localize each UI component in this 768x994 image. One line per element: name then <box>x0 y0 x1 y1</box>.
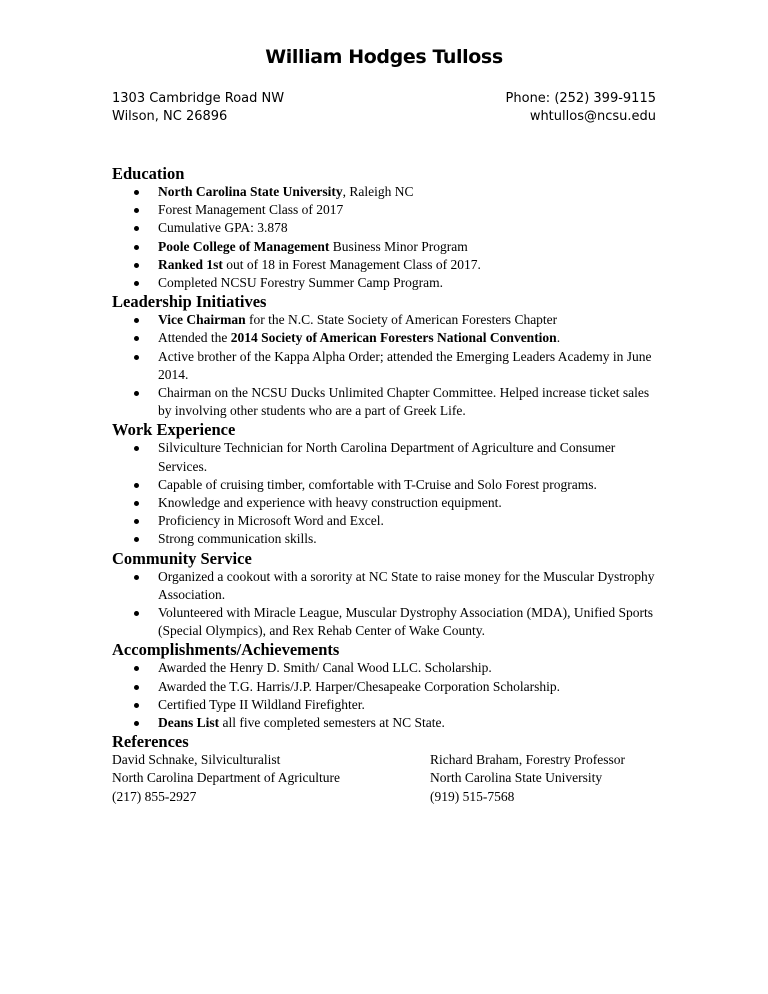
bullet-icon <box>134 190 139 195</box>
list-item <box>112 696 660 714</box>
address-block <box>112 90 284 126</box>
bold-text: Deans List <box>158 715 220 731</box>
item-text: for the N.C. State Society of American Foresters Chapter <box>245 312 558 328</box>
bullet-icon <box>134 721 139 726</box>
bullet-icon <box>134 575 139 580</box>
reference-left <box>112 751 412 806</box>
item-text: Completed NCSU Forestry Summer Camp Program. <box>158 275 443 291</box>
education-list <box>112 183 660 292</box>
reference-right <box>430 751 660 806</box>
item-text: Silviculture Technician for North Carolina Department of Agriculture and Consumer Services. <box>158 440 616 474</box>
bullet-icon <box>134 263 139 268</box>
resume-name: William Hodges Tulloss <box>265 46 503 68</box>
item-text: Capable of cruising timber, comfortable with T-Cruise and Solo Forest programs. <box>158 476 597 492</box>
list-item <box>112 659 660 677</box>
bold-text: Ranked 1st <box>158 256 223 272</box>
contact-block <box>506 90 656 126</box>
community-list <box>112 568 660 641</box>
item-text: Strong communication skills. <box>158 531 317 547</box>
bullet-icon <box>134 685 139 690</box>
bullet-icon <box>134 501 139 506</box>
leadership-heading: Leadership Initiatives <box>112 292 267 312</box>
item-text: Cumulative GPA: 3.878 <box>158 220 288 236</box>
item-text: . <box>556 330 561 346</box>
bullet-icon <box>134 281 139 286</box>
item-text: Certified Type II Wildland Firefighter. <box>158 696 365 712</box>
bullet-icon <box>134 611 139 616</box>
item-text: Forest Management Class of 2017 <box>158 202 344 218</box>
list-item <box>112 476 660 494</box>
item-text: Proficiency in Microsoft Word and Excel. <box>158 513 384 529</box>
list-item <box>112 604 660 640</box>
resume-body <box>112 164 660 806</box>
list-item <box>112 384 660 420</box>
item-text: Knowledge and experience with heavy construction equipment. <box>158 495 502 511</box>
list-item <box>112 238 660 256</box>
bullet-icon <box>134 446 139 451</box>
list-item <box>112 274 660 292</box>
bold-text: North Carolina State University <box>158 184 343 199</box>
bullet-icon <box>134 391 139 396</box>
accomplishments-heading: Accomplishments/Achievements <box>112 640 340 660</box>
education-heading: Education <box>112 164 185 183</box>
reference-name: David Schnake, Silviculturalist <box>112 752 281 768</box>
references-block <box>112 751 660 806</box>
item-text: Organized a cookout with a sorority at NC State to raise money for the Muscular Dystrophy Association. <box>158 568 655 602</box>
item-text: Awarded the Henry D. Smith/ Canal Wood LLC. Scholarship. <box>158 660 492 676</box>
list-item <box>112 329 660 347</box>
list-item <box>112 678 660 696</box>
community-heading: Community Service <box>112 548 252 568</box>
reference-name: Richard Braham, Forestry Professor <box>430 752 625 768</box>
list-item <box>112 714 660 732</box>
leadership-list <box>112 311 660 420</box>
bullet-icon <box>134 483 139 488</box>
accomplishments-list <box>112 659 660 732</box>
references-heading: References <box>112 732 189 752</box>
list-item <box>112 183 660 201</box>
list-item <box>112 439 660 475</box>
address-line-1: 1303 Cambridge Road NW <box>112 91 285 106</box>
list-item <box>112 494 660 512</box>
bullet-icon <box>134 703 139 708</box>
list-item <box>112 530 660 548</box>
item-text: all five completed semesters at NC State. <box>219 715 445 731</box>
work-heading: Work Experience <box>112 420 236 440</box>
item-text: Business Minor Program <box>329 238 468 254</box>
phone-number: Phone: (252) 399-9115 <box>505 91 656 106</box>
bold-text: Vice Chairman <box>158 312 246 328</box>
email-address: whtullos@ncsu.edu <box>529 109 656 124</box>
item-text: , Raleigh NC <box>342 184 414 199</box>
work-list <box>112 439 660 548</box>
item-text: Chairman on the NCSU Ducks Unlimited Chapter Committee. Helped increase ticket sales by involving other students who are a part of Greek Life. <box>158 385 650 419</box>
item-prefix: Attended the <box>158 330 231 346</box>
reference-org: North Carolina State University <box>430 770 603 786</box>
list-item <box>112 201 660 219</box>
bullet-icon <box>134 666 139 671</box>
bullet-icon <box>134 519 139 524</box>
list-item <box>112 311 660 329</box>
address-line-2: Wilson, NC 26896 <box>112 109 228 124</box>
item-text: out of 18 in Forest Management Class of 2017. <box>222 256 481 272</box>
bullet-icon <box>134 208 139 213</box>
item-text: Volunteered with Miracle League, Muscular Dystrophy Association (MDA), Unified Sports (Special Olympics), and Rex Rehab Center of Wake County. <box>158 605 654 639</box>
bold-text: Poole College of Management <box>158 238 330 254</box>
bullet-icon <box>134 226 139 231</box>
item-text: Awarded the T.G. Harris/J.P. Harper/Chesapeake Corporation Scholarship. <box>158 678 561 694</box>
list-item <box>112 256 660 274</box>
bullet-icon <box>134 537 139 542</box>
list-item <box>112 348 660 384</box>
bold-text: 2014 Society of American Foresters National Convention <box>230 330 557 346</box>
reference-phone: (919) 515-7568 <box>430 788 515 804</box>
reference-org: North Carolina Department of Agriculture <box>112 770 340 786</box>
bullet-icon <box>134 245 139 250</box>
list-item <box>112 568 660 604</box>
list-item <box>112 512 660 530</box>
bullet-icon <box>134 355 139 360</box>
list-item <box>112 219 660 237</box>
bullet-icon <box>134 318 139 323</box>
reference-phone: (217) 855-2927 <box>112 788 197 804</box>
bullet-icon <box>134 336 139 341</box>
item-text: Active brother of the Kappa Alpha Order; attended the Emerging Leaders Academy in June 2014. <box>158 348 652 382</box>
